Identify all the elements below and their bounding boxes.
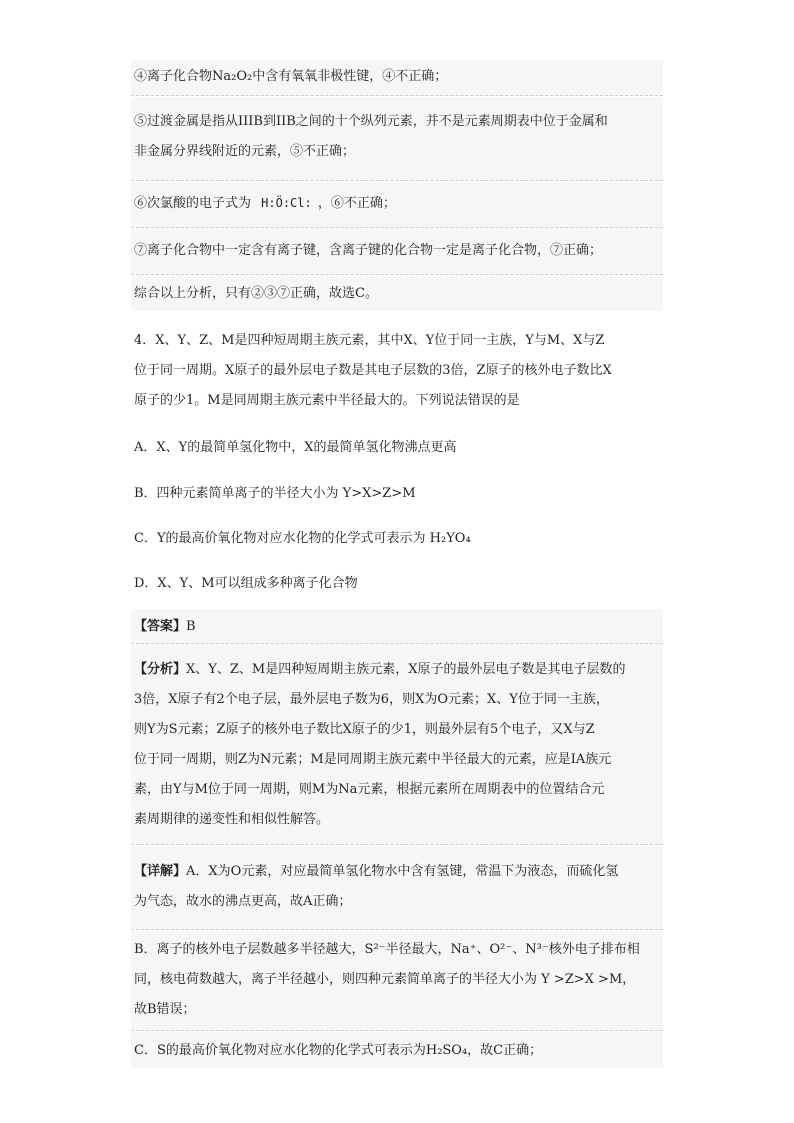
detail-b-line-1: B．离子的核外电子层数越多半径越大，S²⁻半径最大，Na⁺、O²⁻、N³⁻核外电子排布相 <box>134 942 640 957</box>
detail-c-block <box>131 1032 663 1068</box>
detail-b-line-2: 同，核电荷数越大，离子半径越小，则四种元素简单离子的半径大小为 Y >Z>X >M， <box>134 972 636 987</box>
item-5-line-1: ⑤过渡金属是指从IIIB到IIB之间的十个纵列元素，并不是元素周期表中位于金属和 <box>134 114 608 129</box>
option-a-text: A．X、Y的最简单氢化物中，X的最简单氢化物沸点更高 <box>134 440 457 455</box>
summary-block <box>131 276 663 311</box>
answer-block <box>131 609 663 644</box>
option-d <box>131 571 663 597</box>
item-4-block <box>131 60 663 96</box>
detail-a-block <box>131 846 663 930</box>
item-5-block <box>131 97 663 181</box>
detail-b-line-3: 故B错误； <box>134 1002 196 1017</box>
item-4-text: ④离子化合物Na₂O₂中含有氧氧非极性键，④不正确； <box>134 69 448 84</box>
question-line-3: 原子的少1。M是同周期主族元素中半径最大的。下列说法错误的是 <box>134 393 520 408</box>
analysis-line-1 <box>134 661 625 679</box>
item-7-block <box>131 229 663 275</box>
answer-line <box>134 618 196 636</box>
analysis-block <box>131 645 663 845</box>
question-4 <box>131 320 663 420</box>
option-d-text: D．X、Y、M可以组成多种离子化合物 <box>134 576 358 591</box>
analysis-line-5: 素，由Y与M位于同一周期，则M为Na元素，根据元素所在周期表中的位置结合元 <box>134 782 605 797</box>
detail-a-line-1 <box>134 863 618 881</box>
option-c <box>131 526 663 552</box>
item-6-block <box>131 182 663 228</box>
analysis-tag: 【分析】 <box>134 662 187 677</box>
analysis-line-2: 3倍，X原子有2个电子层，最外层电子数为6，则X为O元素；X、Y位于同一主族， <box>134 692 609 707</box>
item-6-suffix: ，⑥不正确； <box>317 196 396 211</box>
item-5-line-2: 非金属分界线附近的元素，⑤不正确； <box>134 144 356 159</box>
question-line-2: 位于同一周期。X原子的最外层电子数是其电子层数的3倍，Z原子的核外电子数比X <box>134 363 612 378</box>
answer-value: B <box>186 619 196 634</box>
detail-b-block <box>131 931 663 1031</box>
analysis-line-3: 则Y为S元素；Z原子的核外电子数比X原子的少1，则最外层有5个电子，又X与Z <box>134 722 595 737</box>
detail-a-text-1: A．X为O元素，对应最简单氢化物水中含有氢键，常温下为液态，而硫化氢 <box>186 864 619 879</box>
analysis-line-4: 位于同一周期，则Z为N元素；M是同周期主族元素中半径最大的元素，应是IA族元 <box>134 752 612 767</box>
option-a <box>131 435 663 461</box>
analysis-line-6: 素周期律的递变性和相似性解答。 <box>134 812 330 827</box>
detail-c-line-1: C．S的最高价氧化物对应水化物的化学式可表示为H₂SO₄，故C正确； <box>134 1043 543 1058</box>
item-6-line <box>134 194 396 213</box>
summary-text: 综合以上分析，只有②③⑦正确，故选C。 <box>134 286 378 301</box>
question-line-1: 4．X、Y、Z、M是四种短周期主族元素，其中X、Y位于同一主族，Y与M、X与Z <box>134 333 605 348</box>
item-6-prefix: ⑥次氯酸的电子式为 <box>134 196 252 211</box>
option-c-text: C．Y的最高价氧化物对应水化物的化学式可表示为 H₂YO₄ <box>134 531 471 546</box>
option-b-text: B．四种元素简单离子的半径大小为 Y>X>Z>M <box>134 486 416 501</box>
hclo-electron-formula: H:Ö:Cl: <box>261 196 312 210</box>
option-b <box>131 481 663 507</box>
analysis-text-1: X、Y、Z、M是四种短周期主族元素，X原子的最外层电子数是其电子层数的 <box>186 662 626 677</box>
detail-a-line-2: 为气态，故水的沸点更高，故A正确； <box>134 894 352 909</box>
answer-tag: 【答案】 <box>134 619 187 634</box>
detail-tag: 【详解】 <box>134 864 187 879</box>
item-7-text: ⑦离子化合物中一定含有离子键，含离子键的化合物一定是离子化合物，⑦正确； <box>134 243 603 258</box>
